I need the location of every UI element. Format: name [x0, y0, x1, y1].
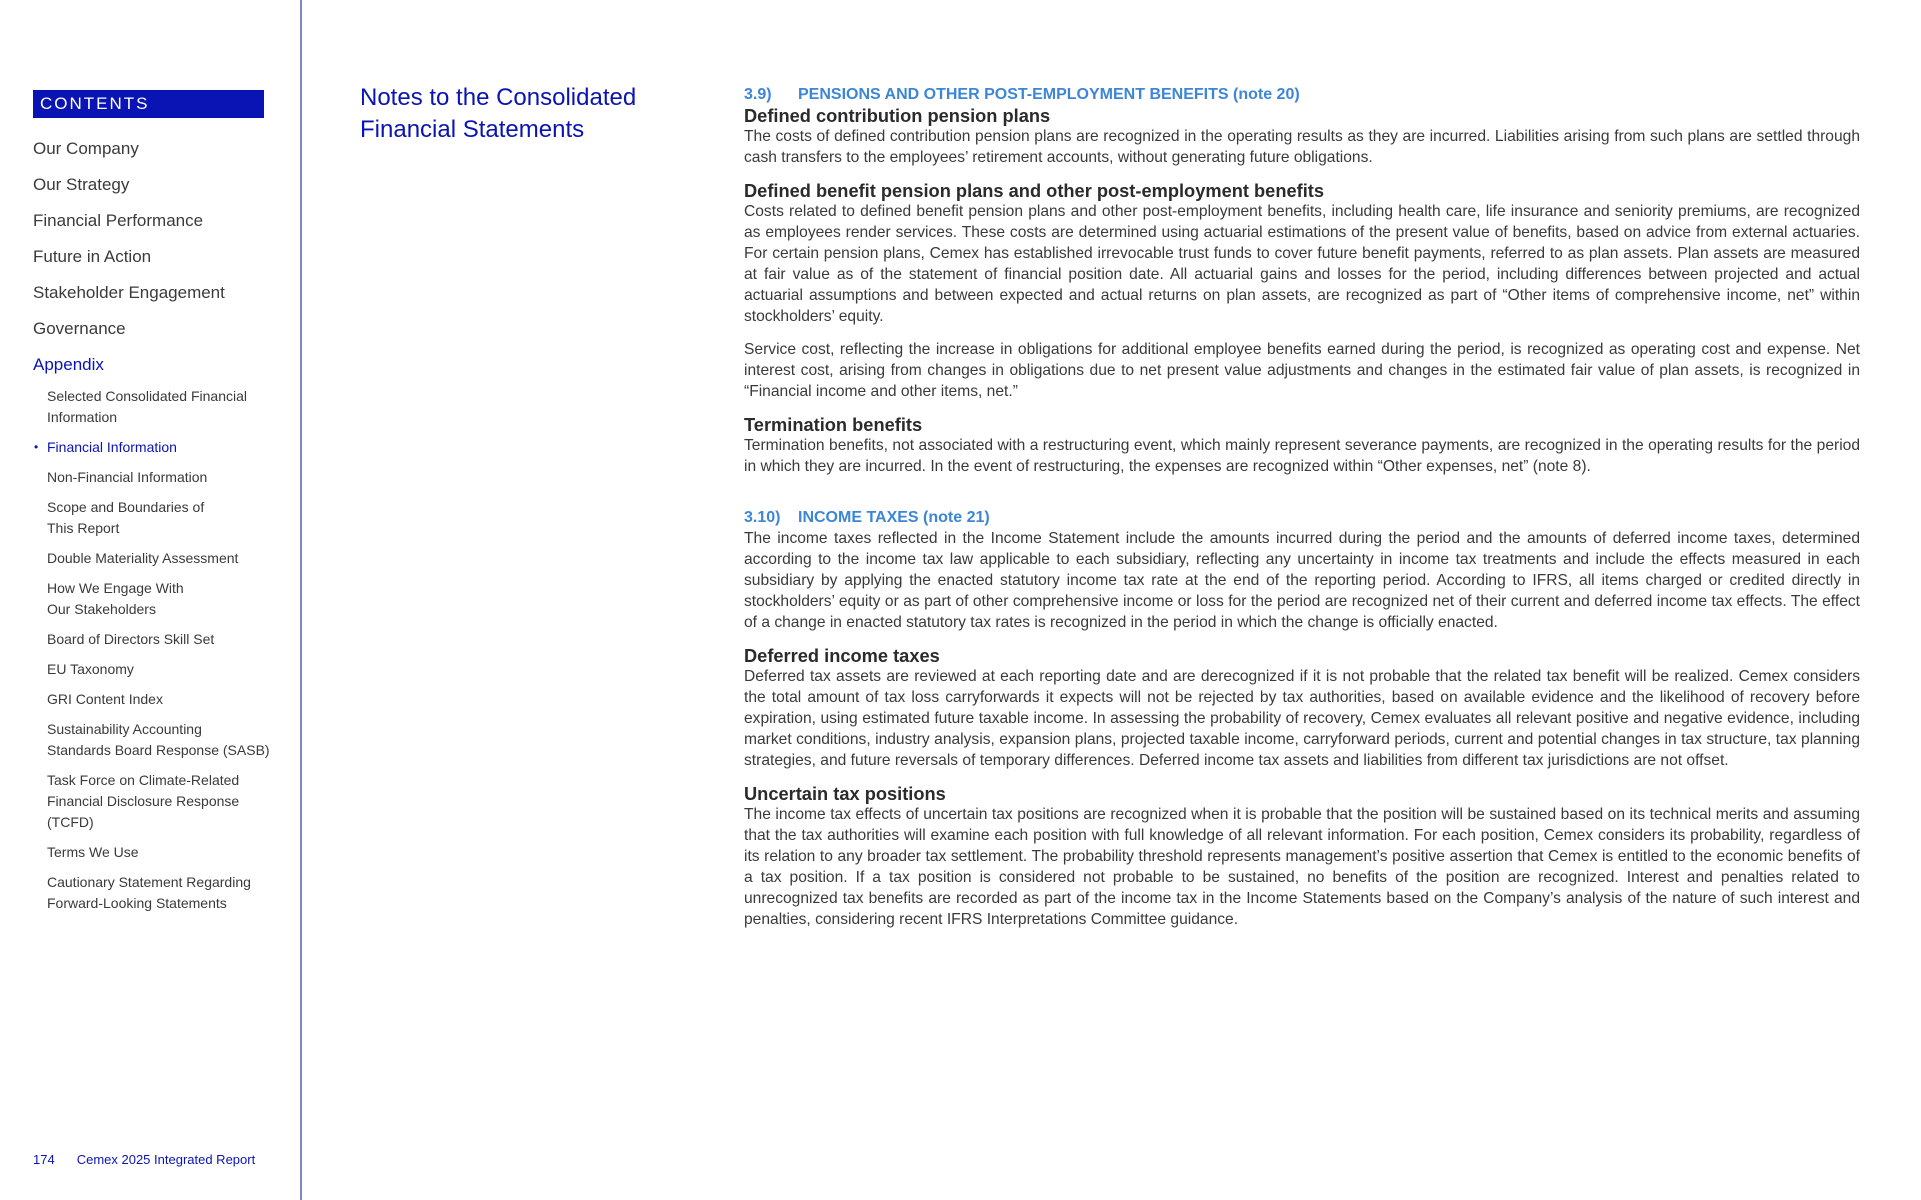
subheading: Deferred income taxes — [744, 645, 940, 666]
paragraph: The income tax effects of uncertain tax positions are recognized when it is probable that the position will be sustained based on its technical merits and assuming that the tax authorities will examine each position with full knowledge of all relevant information. For each position, Cemex considers its probability, regardless of its relation to any broader tax settlement. The probability threshold represents management’s positive assertion that Cemex is entitled to the economic benefits of a tax position. If a tax position is considered not probable to be sustained, no benefits of the position are recognized. Interest and penalties related to unrecognized tax benefits are recorded as part of the income tax in the Income Statements based on the Company’s analysis of the nature of such interest and penalties, considering recent IFRS Interpretations Committee guidance. — [744, 806, 1860, 928]
report-name: Cemex 2025 Integrated Report — [76, 1152, 256, 1167]
nav-item-financial-performance[interactable]: Financial Performance — [33, 211, 204, 230]
nav-item-our-company[interactable]: Our Company — [33, 139, 139, 158]
subnav-item-tcfd[interactable] — [47, 770, 287, 833]
subnav-label: Board of Directors Skill Set — [47, 631, 215, 647]
subnav-item-eu-taxonomy[interactable] — [47, 659, 287, 680]
subnav-label: Task Force on Climate-Related Financial Disclosure Response (TCFD) — [47, 772, 240, 830]
subnav-item-terms-we-use[interactable] — [47, 842, 287, 863]
paragraph: Termination benefits, not associated with a restructuring event, which mainly represent severance payments, are recognized in the operating results for the period in which they are incurred. In the event of restructuring, the expenses are recognized within “Other expenses, net” (note 8). — [744, 437, 1860, 475]
section-heading — [744, 507, 1860, 528]
section-spacer — [744, 489, 1860, 507]
section-heading — [744, 84, 1860, 105]
subheading: Termination benefits — [744, 414, 923, 435]
section-number: 3.9) — [744, 86, 772, 103]
main-content — [744, 84, 1860, 942]
nav-item-appendix[interactable]: Appendix — [33, 355, 104, 374]
subnav-label: Cautionary Statement Regarding Forward-Looking Statements — [47, 874, 251, 911]
subnav-label: Terms We Use — [47, 844, 139, 860]
page-number: 174 — [33, 1152, 55, 1167]
page-footer — [33, 1152, 255, 1167]
subnav-label: Non-Financial Information — [47, 469, 208, 485]
section-title: PENSIONS AND OTHER POST-EMPLOYMENT BENEFITS (note 20) — [798, 86, 1300, 103]
main-nav — [33, 137, 225, 389]
subnav-item-financial-information[interactable] — [34, 437, 287, 458]
subnav-item-how-we-engage[interactable] — [47, 578, 287, 620]
section-pensions — [744, 84, 1860, 477]
subnav-item-board-skill-set[interactable] — [47, 629, 287, 650]
subnav-item-gri-content-index[interactable] — [47, 689, 287, 710]
subnav-item-sasb[interactable] — [47, 719, 287, 761]
subheading: Uncertain tax positions — [744, 783, 946, 804]
subnav-label: Double Materiality Assessment — [47, 550, 239, 566]
subnav-label: How We Engage With Our Stakeholders — [47, 580, 184, 617]
paragraph: Costs related to defined benefit pension plans and other post-employment benefits, including health care, life insurance and seniority premiums, are recognized as employees render services. These costs are determined using actuarial estimations of the present value of benefits, based on advice from external actuaries. For certain pension plans, Cemex has established irrevocable trust funds to cover future benefit payments, referred to as plan assets. Plan assets are measured at fair value as of the statement of financial position date. All actuarial gains and losses for the period, including differences between projected and actual actuarial assumptions and between expected and actual returns on plan assets, are recognized as part of “Other items of comprehensive income, net” within stockholders’ equity. — [744, 203, 1860, 325]
subheading: Defined contribution pension plans — [744, 105, 1051, 126]
subnav-label: GRI Content Index — [47, 691, 163, 707]
paragraph: The costs of defined contribution pension plans are recognized in the operating results as they are incurred. Liabilities arising from such plans are settled through cash transfers to the employees’ retirement accounts, without generating future obligations. — [744, 128, 1860, 166]
subnav-label: Scope and Boundaries of This Report — [47, 499, 205, 536]
appendix-subnav — [34, 386, 287, 923]
sidebar — [0, 0, 302, 1200]
section-number: 3.10) — [744, 509, 781, 526]
page-title: Notes to the Consolidated Financial Statements — [360, 84, 637, 143]
subnav-item-double-materiality[interactable] — [47, 548, 287, 569]
subnav-item-cautionary-statement[interactable] — [47, 872, 287, 914]
nav-item-stakeholder-engagement[interactable]: Stakeholder Engagement — [33, 283, 225, 302]
section-income-taxes — [744, 507, 1860, 930]
subnav-item-selected-consolidated-financial-information[interactable] — [47, 386, 287, 428]
subnav-label: Sustainability Accounting Standards Board Response (SASB) — [47, 721, 270, 758]
subnav-label: Financial Information — [47, 439, 177, 455]
subnav-item-non-financial-information[interactable] — [47, 467, 287, 488]
subnav-item-scope-and-boundaries[interactable] — [47, 497, 287, 539]
paragraph: Deferred tax assets are reviewed at each reporting date and are derecognized if it is not probable that the related tax benefit will be realized. Cemex considers the total amount of tax loss carryforwards it expects will not be rejected by tax authorities, based on available evidence and the likelihood of recovery before expiration, using estimated future taxable income. In assessing the probability of recovery, Cemex evaluates all relevant positive and negative evidence, including market conditions, industry analysis, expansion plans, projected taxable income, carryforward periods, current and potential changes in tax structure, tax planning strategies, and future reversals of temporary differences. Deferred income tax assets and liabilities from different tax jurisdictions are not offset. — [744, 668, 1860, 769]
nav-item-governance[interactable]: Governance — [33, 319, 126, 338]
nav-item-our-strategy[interactable]: Our Strategy — [33, 175, 130, 194]
subnav-label: EU Taxonomy — [47, 661, 134, 677]
paragraph: Service cost, reflecting the increase in obligations for additional employee benefits earned during the period, is recognized as operating cost and expense. Net interest cost, arising from changes in obligations due to net present value adjustments and changes in the estimated fair value of plan assets, is recognized in “Financial income and other items, net.” — [744, 341, 1860, 400]
nav-item-future-in-action[interactable]: Future in Action — [33, 247, 152, 266]
subheading: Defined benefit pension plans and other post-employment benefits — [744, 180, 1324, 201]
section-title: INCOME TAXES (note 21) — [798, 509, 990, 526]
paragraph: The income taxes reflected in the Income Statement include the amounts incurred during the period and the amounts of deferred income taxes, determined according to the income tax law applicable to each subsidiary, reflecting any uncertainty in income tax treatments and include the effects measured in each subsidiary by applying the enacted statutory income tax rate at the end of the reporting period. According to IFRS, all items charged or credited directly in stockholders’ equity or as part of other comprehensive income or loss for the period are recognized net of their current and deferred income tax effects. The effect of a change in enacted statutory tax rates is recognized in the period in which the change is officially enacted. — [744, 530, 1860, 631]
contents-badge[interactable]: CONTENTS — [33, 90, 264, 118]
active-bullet-icon: • — [34, 440, 39, 454]
subnav-label: Selected Consolidated Financial Information — [47, 388, 248, 425]
